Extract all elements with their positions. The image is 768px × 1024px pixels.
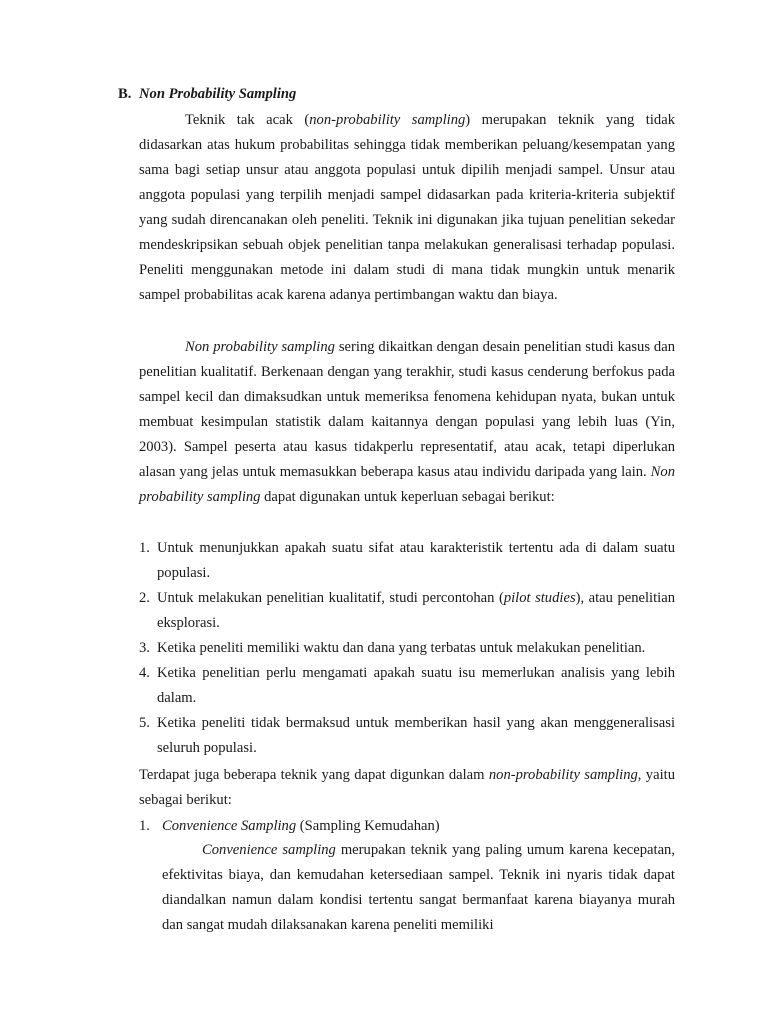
list-marker: 1. bbox=[139, 818, 150, 834]
technique-name: Convenience Sampling bbox=[162, 818, 297, 834]
paragraph-case-study: Non probability sampling sering dikaitkan dengan desain penelitian studi kasus dan penelitian kualitatif. Berkenaan dengan yang terakhir, studi kasus cenderung berfokus pada sampel kecil dan dimaksudkan untuk memeriksa fenomena kehidupan nyata, bukan untuk membuat kesimpulan statistik dalam kaitannya dengan populasi yang lebih luas (Yin, 2003). Sampel peserta atau kasus tidakperlu representatif, atau acak, tetapi diperlukan alasan yang jelas untuk memasukkan beberapa kasus atau individu daripada yang lain. Non probability sampling dapat digunakan untuk keperluan sebagai berikut: bbox=[139, 339, 675, 505]
list-marker: 1. bbox=[139, 540, 150, 556]
section-heading bbox=[118, 86, 296, 103]
section-number: B. bbox=[118, 86, 132, 102]
paragraph-techniques-intro: Terdapat juga beberapa teknik yang dapat digunkan dalam non-probability sampling, yaitu sebagai berikut: bbox=[139, 767, 675, 808]
paragraph-convenience-sampling: Convenience sampling merupakan teknik yang paling umum karena kecepatan, efektivitas biaya, dan kemudahan ketersediaan sampel. Teknik ini nyaris tidak dapat diandalkan namun dalam kondisi tertentu sangat bermanfaat karena biayanya murah dan sangat mudah dilaksanakan karena peneliti memiliki bbox=[162, 842, 675, 933]
list-marker: 2. bbox=[139, 590, 150, 606]
list-item: 1. Untuk menunjukkan apakah suatu sifat atau karakteristik tertentu ada di dalam suatu populasi. bbox=[139, 536, 675, 586]
term-italic: Non probability sampling bbox=[185, 339, 335, 355]
uses-list bbox=[139, 536, 675, 761]
list-marker: 4. bbox=[139, 665, 150, 681]
term-italic: Non probability sampling bbox=[139, 464, 675, 505]
paragraph-definition: Teknik tak acak (non-probability sampling) merupakan teknik yang tidak didasarkan atas hukum probabilitas sehingga tidak memberikan peluang/kesempatan yang sama bagi setiap unsur atau anggota populasi untuk dipilih menjadi sampel. Unsur atau anggota populasi yang terpilih menjadi sampel didasarkan pada kriteria-kriteria subjektif yang sudah direncanakan oleh peneliti. Teknik ini digunakan jika tujuan penelitian sekedar mendeskripsikan sebuah objek penelitian tanpa melakukan generalisasi terhadap populasi. Peneliti menggunakan metode ini dalam studi di mana tidak mungkin untuk menarik sampel probabilitas acak karena adanya pertimbangan waktu dan biaya. bbox=[139, 112, 675, 303]
list-marker: 5. bbox=[139, 715, 150, 731]
technique-heading: 1. Convenience Sampling (Sampling Kemudahan) bbox=[139, 814, 440, 839]
list-item: 4. Ketika penelitian perlu mengamati apakah suatu isu memerlukan analisis yang lebih dalam. bbox=[139, 661, 675, 711]
list-item: 3. Ketika peneliti memiliki waktu dan dana yang terbatas untuk melakukan penelitian. bbox=[139, 636, 675, 661]
term-italic: non-probability sampling, bbox=[488, 767, 642, 783]
list-item: 2. Untuk melakukan penelitian kualitatif, studi percontohan (pilot studies), atau penelitian eksplorasi. bbox=[139, 586, 675, 636]
term-italic: non-probability sampling bbox=[309, 112, 466, 128]
term-italic: Convenience sampling bbox=[202, 842, 336, 858]
list-marker: 3. bbox=[139, 640, 150, 656]
section-title: Non Probability Sampling bbox=[139, 86, 297, 102]
list-item: 5. Ketika peneliti tidak bermaksud untuk memberikan hasil yang akan menggeneralisasi seluruh populasi. bbox=[139, 711, 675, 761]
